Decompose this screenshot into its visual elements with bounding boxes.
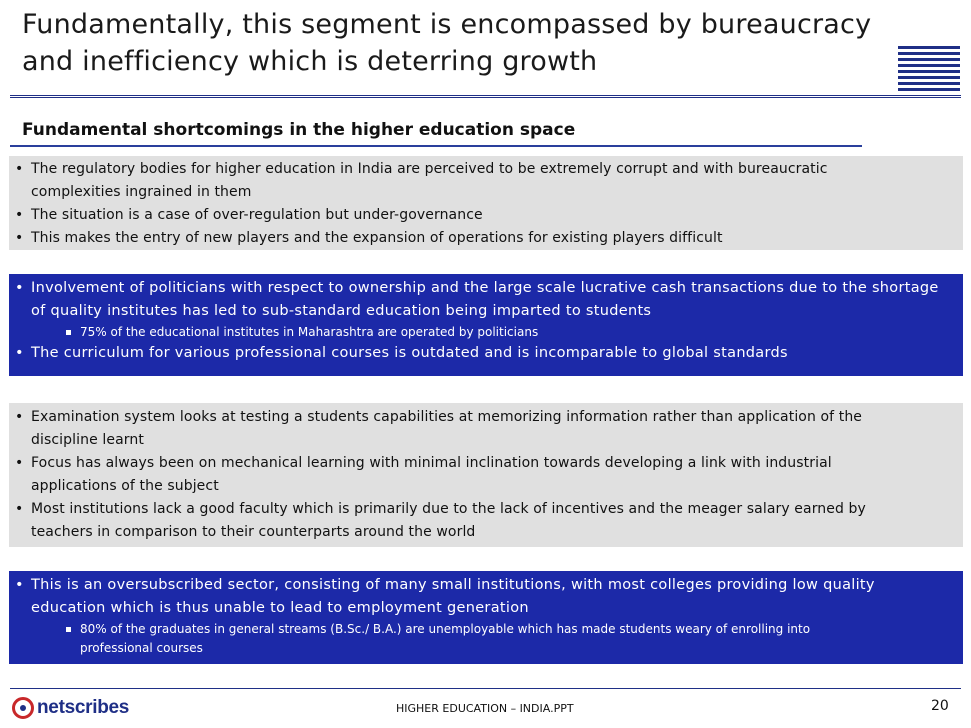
- bullet-line: Focus has always been on mechanical learning with minimal inclination towards developing a link with industrial: [31, 455, 832, 471]
- bullet-item: [9, 158, 963, 204]
- bullet-item: [9, 452, 963, 498]
- bullet-line: Most institutions lack a good faculty which is primarily due to the lack of incentives and the meager salary earned by: [31, 501, 866, 517]
- bullet-line: education which is thus unable to lead to employment generation: [31, 600, 529, 616]
- bullet-item: [9, 574, 963, 620]
- bullet-line: applications of the subject: [31, 478, 219, 494]
- bullet-glyph: •: [15, 577, 24, 593]
- footer-divider: [10, 688, 961, 689]
- page-number: 20: [931, 698, 949, 714]
- bullet-line: teachers in comparison to their counterparts around the world: [31, 524, 476, 540]
- bullet-glyph: •: [15, 280, 24, 296]
- netscribes-logo-icon: [12, 697, 34, 719]
- bullet-item: [9, 498, 963, 544]
- bullet-line: Examination system looks at testing a students capabilities at memorizing information rather than application of the: [31, 409, 863, 425]
- bullet-line: This is an oversubscribed sector, consisting of many small institutions, with most colleges providing low quality: [31, 577, 875, 593]
- bullet-glyph: •: [15, 161, 24, 177]
- square-bullet-icon: [66, 330, 71, 335]
- sub-bullet-line: professional courses: [80, 641, 203, 655]
- bullet-glyph: •: [15, 501, 24, 517]
- bullet-glyph: •: [15, 345, 24, 361]
- sub-bullet-line: 75% of the educational institutes in Maharashtra are operated by politicians: [80, 325, 539, 339]
- bullet-line: This makes the entry of new players and the expansion of operations for existing players difficult: [31, 230, 723, 246]
- bullet-glyph: •: [15, 455, 24, 471]
- bullet-item: [9, 227, 963, 250]
- shortcoming-box-politics: [9, 274, 963, 376]
- bullet-line: Involvement of politicians with respect to ownership and the large scale lucrative cash transactions due to the shortage: [31, 280, 939, 296]
- bullet-glyph: •: [15, 230, 24, 246]
- logo-text: netscribes: [37, 697, 130, 718]
- slide-subtitle: Fundamental shortcomings in the higher education space: [22, 120, 576, 140]
- bullet-line: complexities ingrained in them: [31, 184, 252, 200]
- subtitle-divider: [10, 145, 862, 147]
- sub-bullet-item: [9, 620, 963, 658]
- shortcoming-box-employability: [9, 571, 963, 664]
- bullet-glyph: •: [15, 409, 24, 425]
- slide-title-line-2: and inefficiency which is deterring growth: [22, 46, 598, 77]
- title-divider: [10, 95, 961, 98]
- square-bullet-icon: [66, 627, 71, 632]
- shortcoming-box-regulation: [9, 156, 963, 250]
- netscribes-logo: [12, 695, 129, 721]
- sub-bullet-line: 80% of the graduates in general streams (B.Sc./ B.A.) are unemployable which has made students weary of enrolling into: [80, 622, 811, 636]
- stacked-lines-icon: [898, 46, 960, 94]
- slide-title-line-1: Fundamentally, this segment is encompassed by bureaucracy: [22, 9, 872, 40]
- bullet-line: The regulatory bodies for higher education in India are perceived to be extremely corrupt and with bureaucratic: [31, 161, 828, 177]
- footer-document-name: HIGHER EDUCATION – INDIA.PPT: [396, 702, 574, 715]
- shortcoming-box-curriculum: [9, 403, 963, 547]
- sub-bullet-item: [9, 323, 963, 342]
- bullet-line: discipline learnt: [31, 432, 144, 448]
- bullet-item: [9, 277, 963, 323]
- bullet-line: The curriculum for various professional courses is outdated and is incomparable to global standards: [31, 345, 788, 361]
- slide-title: [22, 6, 902, 80]
- bullet-item: [9, 342, 963, 365]
- bullet-glyph: •: [15, 207, 24, 223]
- bullet-item: [9, 406, 963, 452]
- bullet-item: [9, 204, 963, 227]
- bullet-line: of quality institutes has led to sub-standard education being imparted to students: [31, 303, 652, 319]
- bullet-line: The situation is a case of over-regulation but under-governance: [31, 207, 483, 223]
